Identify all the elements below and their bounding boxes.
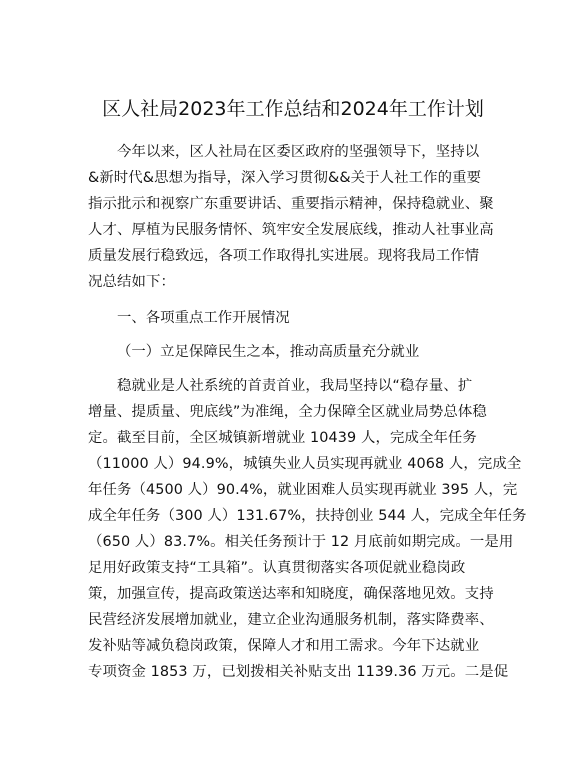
section-heading: 一、各项重点工作开展情况 xyxy=(117,310,290,326)
body-line: 增量、提质量、兜底线”为准绳，全力保障全区就业局势总体稳 xyxy=(88,404,487,420)
intro-line: &新时代&思想为指导，深入学习贯彻&&关于人社工作的重要 xyxy=(88,170,482,186)
intro-paragraph xyxy=(88,139,500,295)
body-paragraph xyxy=(88,373,527,685)
body-line: 年任务（4500 人）90.4%，就业困难人员实现再就业 395 人，完 xyxy=(88,482,518,498)
body-line: 专项资金 1853 万，已划拨相关补贴支出 1139.36 万元。二是促 xyxy=(88,664,509,680)
body-line: 足用好政策支持“工具箱”。认真贯彻落实各项促就业稳岗政 xyxy=(88,560,466,576)
section-heading-block xyxy=(88,305,500,331)
intro-line: 质量发展行稳致远，各项工作取得扎实进展。现将我局工作情 xyxy=(88,248,480,264)
body-line: 成全年任务（300 人）131.67%，扶持创业 544 人，完成全年任务 xyxy=(88,508,527,524)
document-title: 区人社局2023年工作总结和2024年工作计划 xyxy=(102,98,484,120)
intro-line: 况总结如下： xyxy=(88,274,175,290)
body-line: 发补贴等减负稳岗政策，保障人才和用工需求。今年下达就业 xyxy=(88,638,480,654)
body-line: 稳就业是人社系统的首责首业，我局坚持以“稳存量、扩 xyxy=(117,378,473,394)
body-line: 民营经济发展增加就业，建立企业沟通服务机制，落实降费率、 xyxy=(88,612,494,628)
intro-line: 人才、厚植为民服务情怀、筑牢安全发展底线，推动人社事业高 xyxy=(88,222,494,238)
body-line: （11000 人）94.9%，城镇失业人员实现再就业 4068 人，完成全 xyxy=(88,456,522,472)
body-line: 策，加强宣传，提高政策送达率和知晓度，确保落地见效。支持 xyxy=(88,586,494,602)
body-line: （650 人）83.7%。相关任务预计于 12 月底前如期完成。一是用 xyxy=(88,534,514,550)
subsection-heading: （一）立足保障民生之本，推动高质量充分就业 xyxy=(117,344,420,360)
intro-line: 指示批示和视察广东重要讲话、重要指示精神，保持稳就业、聚 xyxy=(88,196,494,212)
body-line: 定。截至目前，全区城镇新增就业 10439 人，完成全年任务 xyxy=(88,430,477,446)
subsection-heading-block xyxy=(88,339,500,365)
intro-line: 今年以来，区人社局在区委区政府的坚强领导下，坚持以 xyxy=(117,144,480,160)
